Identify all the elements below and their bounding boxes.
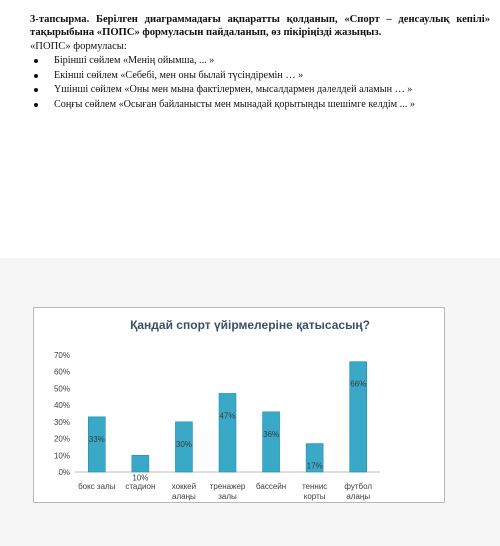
y-tick-label: 10% — [53, 451, 70, 461]
data-label: 10% — [132, 473, 149, 483]
list-item-text: Бірінші сөйлем «Менің ойымша, ... » — [54, 55, 215, 66]
x-category-label: теннис корты — [301, 482, 328, 501]
list-item-text: Соңғы сөйлем «Осыған байланысты мен мынадай қорытынды шешімге келдім ... » — [54, 98, 415, 110]
y-tick-label: 30% — [53, 417, 70, 427]
list-item-text: Екінші сөйлем «Себебі, мен оны былай түсіндіремін … » — [54, 69, 304, 81]
chart-bar — [263, 412, 280, 472]
chart-bar — [88, 417, 105, 472]
data-label: 33% — [88, 434, 105, 444]
x-category-label: футбол алаңы — [344, 482, 373, 501]
chart-bar — [219, 393, 236, 472]
chart-bar — [350, 362, 367, 472]
chart-title: Қандай спорт үйірмелеріне қатысасың? — [130, 318, 370, 332]
data-label: 30% — [175, 439, 192, 449]
data-label: 36% — [263, 429, 280, 439]
chart-bar — [132, 455, 149, 472]
formula-title: «ПОПС» формуласы: — [30, 41, 127, 52]
x-category-label: бокс залы — [78, 482, 116, 491]
y-tick-label: 0% — [58, 468, 70, 477]
task-heading: 3-тапсырма. Берілген диаграммадағы ақпаратты қолданып, «Спорт – денсаулық кепілі» тақырыбына «ПОПС» формуласын пайдаланып, өз пікіріңізді жазыңыз. — [30, 14, 490, 38]
x-category-label: стадион — [125, 482, 156, 491]
x-category-label: тренажер залы — [209, 482, 246, 501]
y-tick-label: 60% — [53, 367, 70, 377]
y-tick-label: 40% — [53, 401, 70, 411]
y-tick-label: 50% — [53, 384, 70, 394]
data-label: 17% — [306, 461, 323, 471]
y-tick-label: 70% — [53, 351, 70, 360]
y-tick-label: 20% — [53, 434, 70, 444]
data-label: 47% — [219, 411, 236, 421]
list-item-text: Үшінші сөйлем «Оны мен мына фактілермен, мысалдармен дәлелдей аламын … » — [54, 84, 413, 95]
data-label: 66% — [350, 379, 367, 389]
x-category-label: бассейн — [255, 482, 287, 491]
x-category-label: хоккей алаңы — [171, 482, 197, 501]
